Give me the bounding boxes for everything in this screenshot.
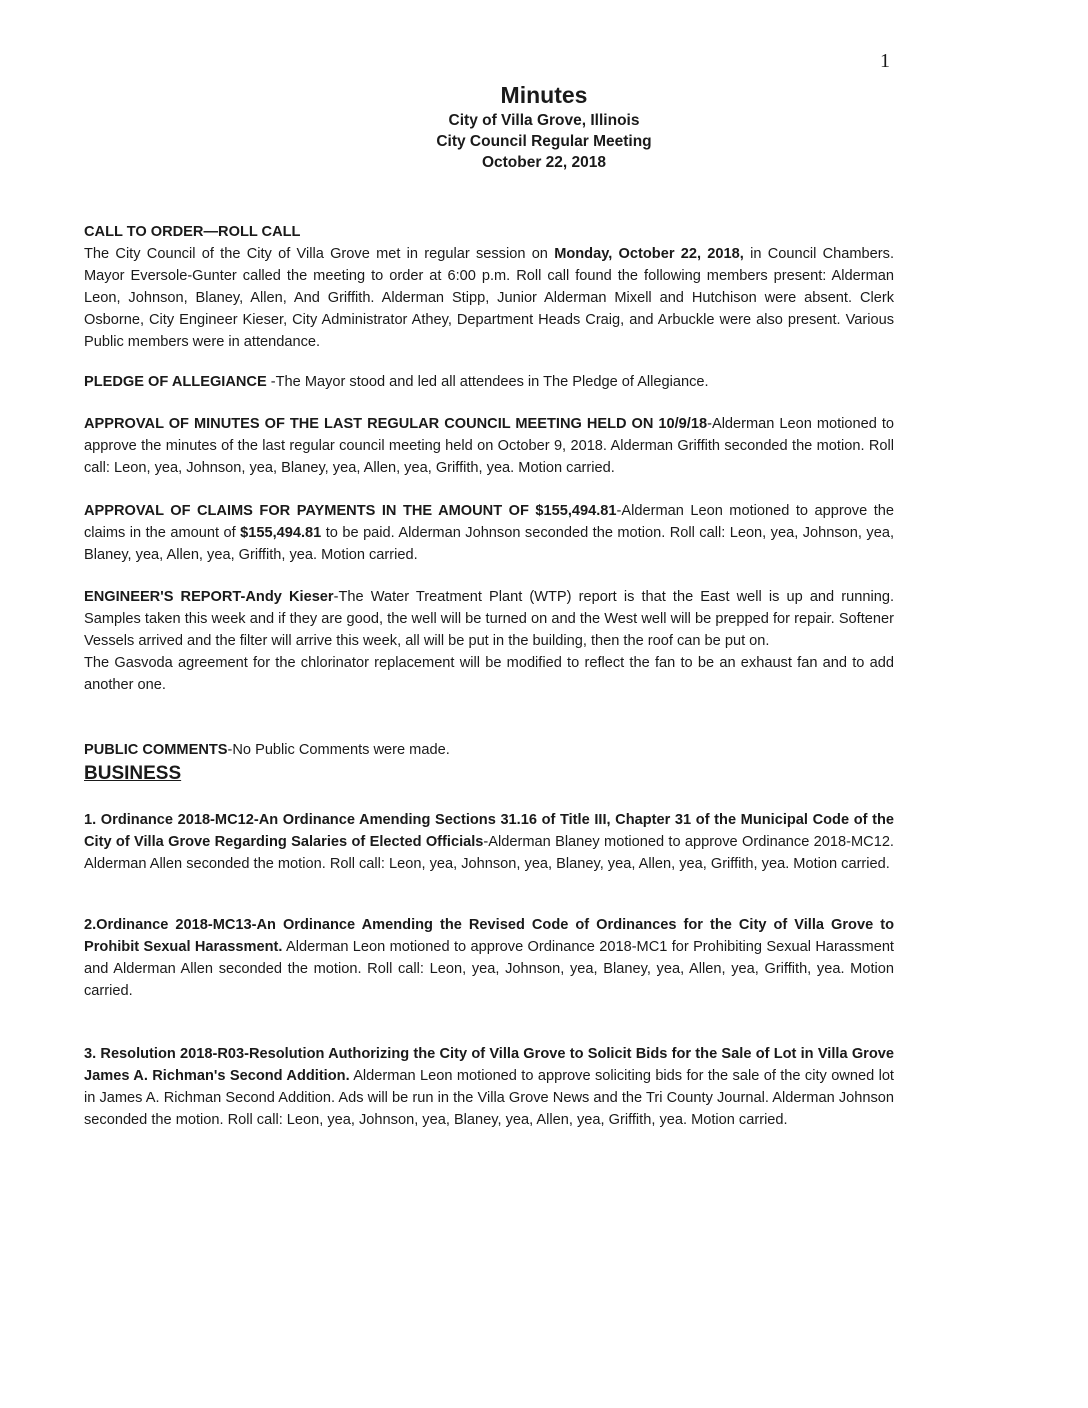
business-item-1-text-a: -Alderman Blaney motioned to approve Ordinance 2018-MC12. Alderman Allen seconded the motion. <box>84 834 894 872</box>
claims-approval-text-b: to be paid. Alderman Johnson seconded the motion. Roll call: Leon, yea, Johnson, yea, Blaney, yea, Allen, yea, Griffith, yea. Motion carried. <box>84 525 894 563</box>
pledge-text: -The Mayor stood and led all attendees in The Pledge of Allegiance. <box>266 374 709 390</box>
public-comments-section <box>84 739 894 761</box>
business-heading: BUSINESS <box>84 763 182 784</box>
engineer-report-text: -The Water Treatment Plant (WTP) report is that the East well is up and running. Samples taken this week and if they are good, the well will be turned on and the West well will be prepped for repair. Softener Vessels arrived and the filter will arrive this week, all will be put in the building, then the roof can be put on. <box>84 589 895 649</box>
minutes-approval-text: -Alderman Leon motioned to approve the minutes of the last regular council meeting held on October 9, 2018. Alderman Griffith seconded the motion. Roll call: Leon, yea, Johnson, yea, Blaney, yea, Allen, yea, Griffith, yea. Motion carried. <box>84 416 894 476</box>
pledge-heading: PLEDGE OF ALLEGIANCE <box>84 374 267 390</box>
city-name: City of Villa Grove, Illinois <box>448 112 640 129</box>
call-to-order-heading: CALL TO ORDER—ROLL CALL <box>84 224 301 240</box>
engineer-report-section <box>84 586 894 696</box>
claims-approval-text-a: -Alderman Leon motioned to approve the claims in the amount of <box>84 503 894 541</box>
business-item-1 <box>84 809 894 875</box>
meeting-date-bold: Monday, October 22, 2018, <box>554 246 744 262</box>
business-item-2 <box>84 914 894 1002</box>
document-title: Minutes <box>500 82 588 108</box>
business-item-3-heading: 3. Resolution 2018-R03-Resolution Authorizing the City of Villa Grove to Solicit Bids for the Sale of Lot in Villa Grove James A. Richman's Second Addition. <box>84 1046 894 1084</box>
business-item-1-heading: 1. Ordinance 2018-MC12-An Ordinance Amending Sections 31.16 of Title III, Chapter 31 of the Municipal Code of the City of Villa Grove Regarding Salaries of Elected Officials <box>84 812 894 850</box>
public-comments-heading: PUBLIC COMMENTS <box>84 742 228 758</box>
business-item-2-text: Alderman Leon motioned to approve Ordinance 2018-MC1 for Prohibiting Sexual Harassment and Alderman Allen seconded the motion. Roll call: Leon, yea, Johnson, yea, Blaney, yea, Allen, yea, Griffith, yea. Motion carried. <box>84 939 894 999</box>
engineer-report-heading: ENGINEER'S REPORT-Andy Kieser <box>84 589 334 605</box>
page-number: 1 <box>880 50 890 72</box>
claims-amount: $155,494.81 <box>240 525 322 541</box>
document-header <box>0 80 1088 173</box>
call-to-order-section <box>84 221 894 353</box>
claims-approval-section <box>84 500 894 566</box>
business-item-2-heading: 2.Ordinance 2018-MC13-An Ordinance Amending the Revised Code of Ordinances for the City of Villa Grove to Prohibit Sexual Harassment. <box>84 917 894 955</box>
business-item-3-text: Alderman Leon motioned to approve soliciting bids for the sale of the city owned lot in James A. Richman Second Addition. Ads will be run in the Villa Grove News and the Tri County Journal. Alderman Johnson seconded the motion. Roll call: Leon, yea, Johnson, yea, Blaney, yea, Allen, yea, Griffith, yea. Motion carried. <box>84 1068 894 1128</box>
call-to-order-text <box>84 243 894 353</box>
call-to-order-text-b: in Council Chambers. Mayor Eversole-Gunter called the meeting to order at 6:00 p.m. Roll call found the following members present: Alderman Leon, Johnson, Blaney, Allen, And Griffith. Alderman Stipp, Junior Alderman Mixell and Hutchison were absent. Clerk Osborne, City Engineer Kieser, City Administrator Athey, Department Heads Craig, and Arbuckle were also present. Various Public members were in attendance. <box>84 246 894 350</box>
minutes-approval-section <box>84 413 894 479</box>
public-comments-text: -No Public Comments were made. <box>227 742 450 758</box>
call-to-order-text-a: The City Council of the City of Villa Grove met in regular session on <box>84 246 555 262</box>
meeting-date: October 22, 2018 <box>481 154 607 171</box>
business-item-1-text-b: Roll call: Leon, yea, Johnson, yea, Blaney, yea, Allen, yea, Griffith, yea. Motion carried. <box>325 856 890 872</box>
business-item-3 <box>84 1043 894 1131</box>
meeting-type: City Council Regular Meeting <box>436 133 652 150</box>
pledge-section <box>84 371 894 393</box>
claims-approval-heading: APPROVAL OF CLAIMS FOR PAYMENTS IN THE AMOUNT OF $155,494.81 <box>84 503 617 519</box>
engineer-report-text-2: The Gasvoda agreement for the chlorinator replacement will be modified to reflect the fan to be an exhaust fan and to add another one. <box>84 655 894 693</box>
minutes-approval-heading: APPROVAL OF MINUTES OF THE LAST REGULAR COUNCIL MEETING HELD ON 10/9/18 <box>84 416 708 432</box>
